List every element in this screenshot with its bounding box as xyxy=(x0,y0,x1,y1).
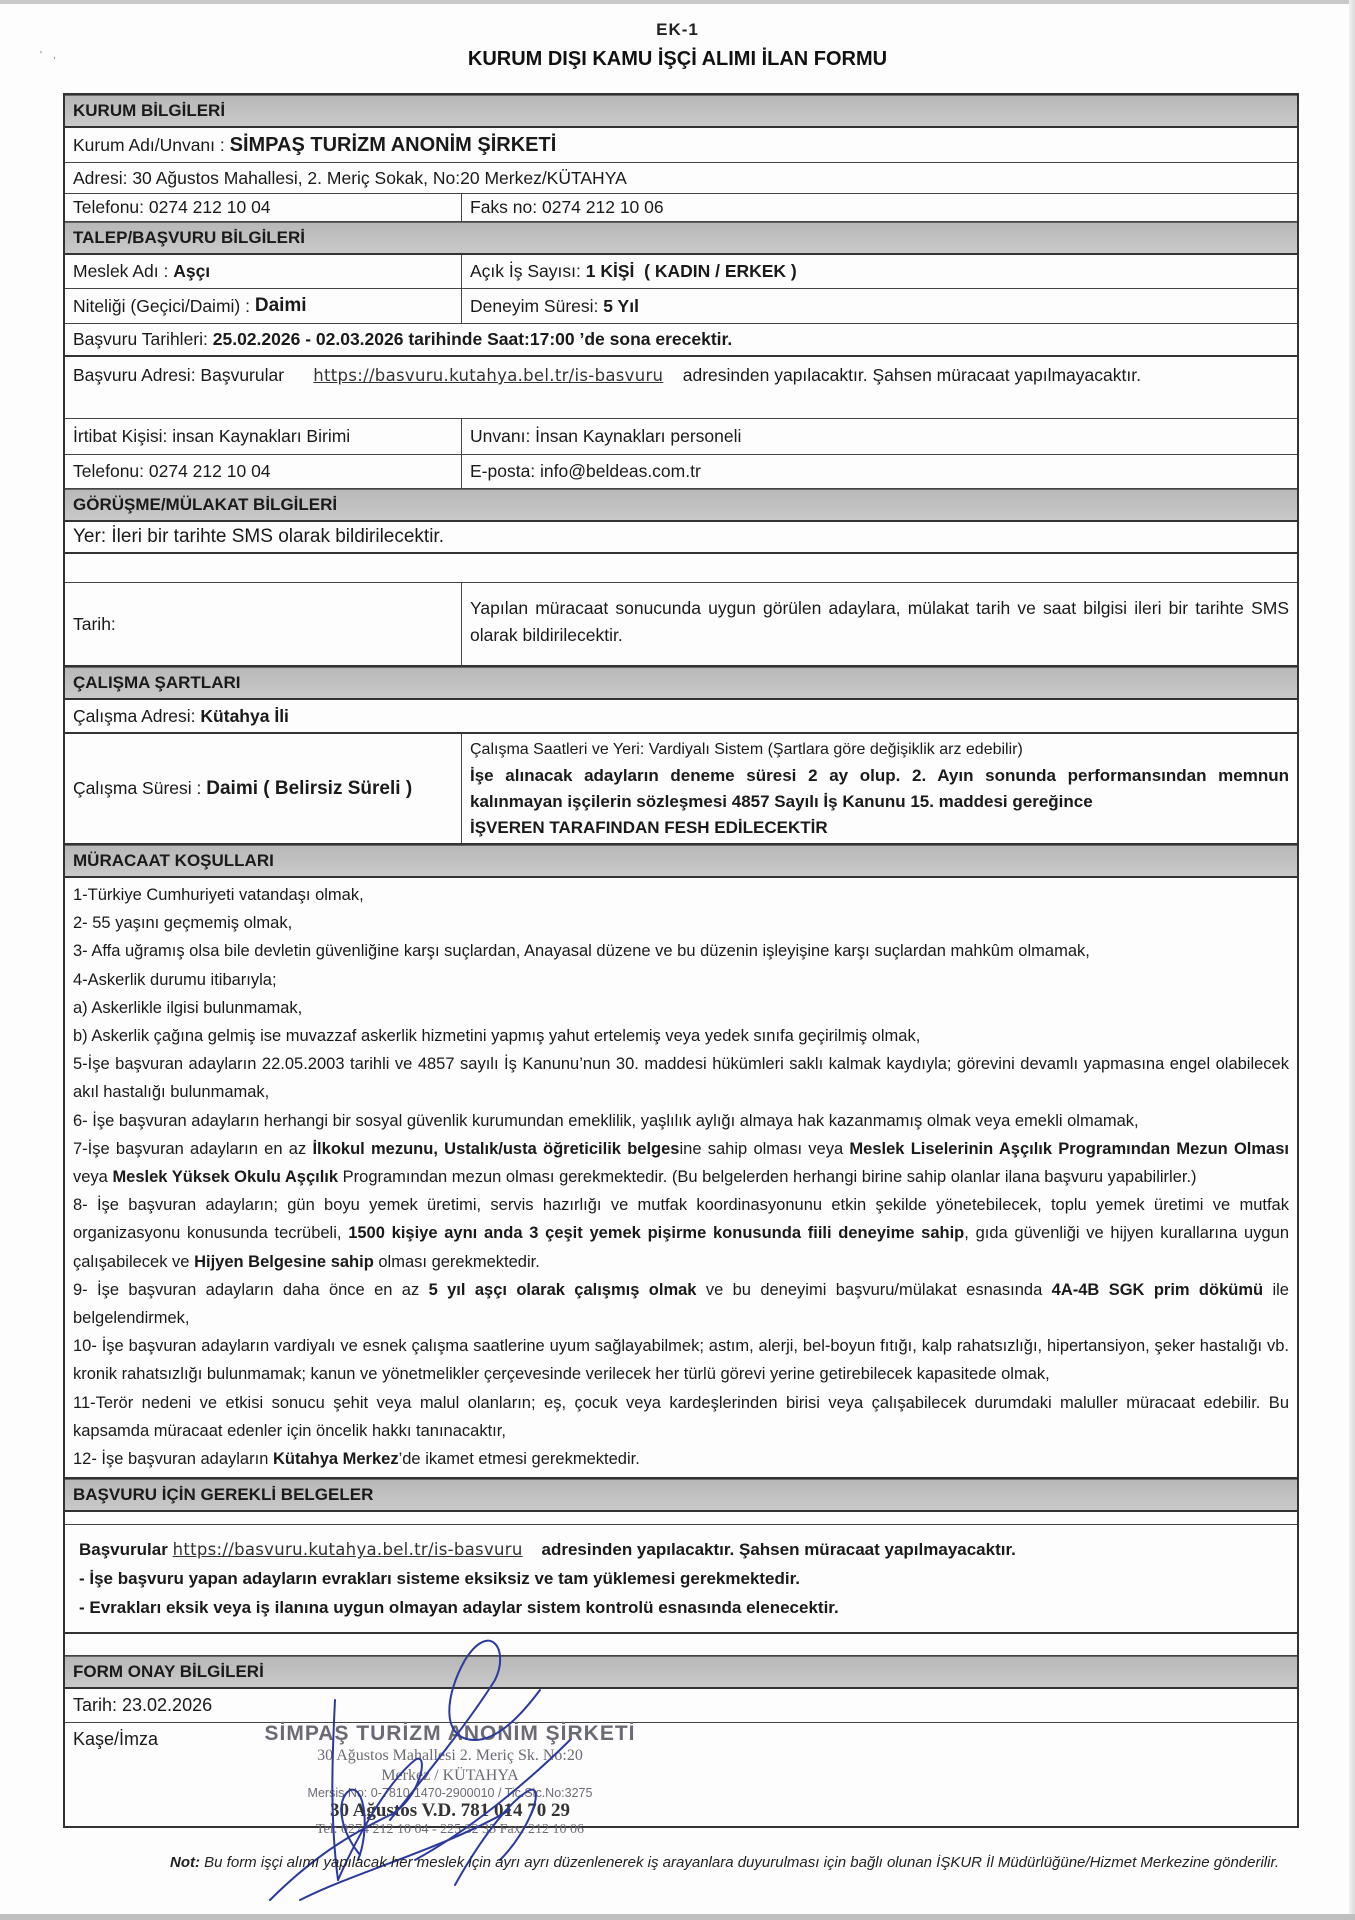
acik-is-gender: ( KADIN / ERKEK ) xyxy=(644,261,797,281)
deneyim-label: Deneyim Süresi: xyxy=(470,295,599,316)
calisma-adres-value: Kütahya İli xyxy=(200,705,289,726)
section-header-muracaat: MÜRACAAT KOŞULLARI xyxy=(65,845,1297,878)
conditions-list xyxy=(65,878,1297,1477)
irtibat-phone: Telefonu: 0274 212 10 04 xyxy=(65,455,462,488)
section-header-talep: TALEP/BAŞVURU BİLGİLERİ xyxy=(65,222,1297,255)
condition-item-8: 8- İşe başvuran adayların; gün boyu yemek üretimi, servis hazırlığı ve mutfak koordinasyonunu etkin şekilde yönetebilecek, toplu yemek üretimi ve mutfak organizasyonu konusunda tecrübeli, 1500 kişiye aynı anda 3 çeşit yemek pişirme konusunda fiili deneyime sahip, gıda güvenliği ve hijyen kurallarına uygun çalışabilecek ve Hijyen Belgesine sahip olması gerekmektedir. xyxy=(73,1196,1289,1271)
row-gorusme-tarih xyxy=(65,583,1297,667)
gorusme-yer: Yer: İleri bir tarihte SMS olarak bildirilecektir. xyxy=(73,526,444,547)
section-header-calisma: ÇALIŞMA ŞARTLARI xyxy=(65,667,1297,700)
acik-is-value: 1 KİŞİ xyxy=(585,261,635,281)
condition-item: 6- İşe başvuran adayların herhangi bir sosyal güvenlik kurumundan emeklilik, yaşlılık aylığı almaya hak kazanmamış olmak veya emekli olmamak, xyxy=(73,1111,1139,1130)
belge-line-3: - Evrakları eksik veya iş ilanına uygun olmayan adaylar sistem kontrolü esnasında elenecektir. xyxy=(79,1598,839,1618)
meslek-label: Meslek Adı : xyxy=(73,261,169,281)
section-header-onay: FORM ONAY BİLGİLERİ xyxy=(65,1656,1297,1689)
condition-item-12: 12- İşe başvuran adayların Kütahya Merkez’de ikamet etmesi gerekmektedir. xyxy=(73,1450,640,1469)
deneyim-value: 5 Yıl xyxy=(603,295,639,316)
irtibat-email[interactable]: E-posta: info@beldeas.com.tr xyxy=(470,461,701,481)
row-calisma-sure xyxy=(65,734,1297,845)
row-gorusme-yer xyxy=(65,522,1297,554)
row-kase-imza xyxy=(65,1723,1297,1828)
scan-specks: ' , xyxy=(40,50,56,61)
row-belgeler xyxy=(65,1525,1297,1634)
document-code: EK-1 xyxy=(656,20,699,39)
row-nitelik xyxy=(65,289,1297,324)
acik-is-label: Açık İş Sayısı: xyxy=(470,261,581,281)
condition-item-9: 9- İşe başvuran adayların daha önce en az 5 yıl aşçı olarak çalışmış olmak ve bu deneyimi başvuru/mülakat esnasında 4A-4B SGK prim dökümü ile belgelendirmek, xyxy=(73,1280,1289,1328)
condition-item: 5-İşe başvuran adayların 22.05.2003 tarihli ve 4857 sayılı İş Kanunu’nun 30. maddesi hükümleri saklı kalmak kaydıyla; görevini devamlı yapmasına engel olabilecek akıl hastalığı bulunmamak, xyxy=(73,1055,1289,1102)
row-onay-tarih xyxy=(65,1689,1297,1723)
calisma-sure-label: Çalışma Süresi : xyxy=(73,778,202,798)
stamp-tax: 30 Ağustos V.D. 781 014 70 29 xyxy=(329,1800,570,1821)
basvuru-link[interactable]: https://basvuru.kutahya.bel.tr/is-basvuru xyxy=(313,366,664,385)
gorusme-tarih-label: Tarih: xyxy=(65,583,462,665)
stamp-mersis: Mersis No: 0-7810-1470-2900010 / Tic.Sic.No:3275 xyxy=(307,1786,593,1800)
basvuru-tarih-value: 25.02.2026 - 02.03.2026 tarihinde Saat:17:00 ’de sona erecektir. xyxy=(212,329,733,349)
scan-edge-bottom xyxy=(0,1914,1355,1920)
stamp-city: Merkez / KÜTAHYA xyxy=(381,1767,519,1784)
calisma-saatleri: Çalışma Saatleri ve Yeri: Vardiyalı Sistem (Şartlara göre değişiklik arz edebilir) xyxy=(470,741,1023,758)
nitelik-label: Niteliği (Geçici/Daimi) : xyxy=(73,295,250,316)
section-header-gorusme: GÖRÜŞME/MÜLAKAT BİLGİLERİ xyxy=(65,489,1297,522)
scan-edge-top xyxy=(0,0,1355,4)
condition-item: a) Askerlikle ilgisi bulunmamak, xyxy=(73,998,303,1017)
kurum-fax: Faks no: 0274 212 10 06 xyxy=(470,197,664,217)
stamp-tel: Tel: 0274 212 10 04 - 225 32 35 Fax: 212 10 06 xyxy=(315,1822,585,1837)
deneme-suresi: İşe alınacak adayların deneme süresi 2 ay olup. 2. Ayın sonunda performansından memnun kalınmayan işçilerin sözleşmesi 4857 Sayılı İş Kanunu 15. maddesi gereğince xyxy=(470,766,1289,811)
required-documents xyxy=(65,1525,1297,1632)
note-text: Bu form işçi alımı yapılacak her meslek için ayrı ayrı düzenlenerek iş arayanlara duyurulması için bağlı olunan İŞKUR İl Müdürlüğüne/Hizmet Merkezine gönderilir. xyxy=(200,1854,1280,1871)
row-irtibat xyxy=(65,419,1297,455)
irtibat-unvan: Unvanı: İnsan Kaynakları personeli xyxy=(470,426,742,446)
basvuru-adres-suffix: adresinden yapılacaktır. Şahsen müracaat yapılmayacaktır. xyxy=(682,365,1141,385)
row-calisma-adres xyxy=(65,700,1297,734)
footer-note xyxy=(170,1852,1300,1874)
condition-item: 1-Türkiye Cumhuriyeti vatandaşı olmak, xyxy=(73,886,364,904)
announcement-form xyxy=(63,93,1299,1828)
stamp-company: SİMPAŞ TURİZM ANONİM ŞİRKETİ xyxy=(264,1722,636,1745)
document-title: KURUM DIŞI KAMU İŞÇİ ALIMI İLAN FORMU xyxy=(467,48,888,70)
basvuru-adres-label: Başvuru Adresi: Başvurular xyxy=(73,365,285,385)
section-header-kurum: KURUM BİLGİLERİ xyxy=(65,95,1297,128)
condition-item-7: 7-İşe başvuran adayların en az İlkokul mezunu, Ustalık/usta öğreticilik belgesine sahip olması veya Meslek Liselerinin Aşçılık Programından Mezun Olması veya Meslek Yüksek Okulu Aşçılık Programından mezun olması gerekmektedir. (Bu belgelerden herhangi birine sahip olanlar ilana başvuru yapabilirler.) xyxy=(73,1139,1289,1187)
row-spacer-2 xyxy=(65,1634,1297,1656)
row-kurum-address xyxy=(65,163,1297,194)
condition-item: 2- 55 yaşını geçmemiş olmak, xyxy=(73,914,293,933)
kurum-name-label: Kurum Adı/Unvanı : xyxy=(73,134,225,155)
kurum-address: Adresi: 30 Ağustos Mahallesi, 2. Meriç Sokak, No:20 Merkez/KÜTAHYA xyxy=(73,167,627,188)
row-muracaat-list xyxy=(65,878,1297,1479)
row-basvuru-tarihleri xyxy=(65,324,1297,357)
note-label: Not: xyxy=(170,1854,200,1871)
row-kurum-name xyxy=(65,128,1297,163)
scan-edge-right xyxy=(1349,0,1355,1920)
row-irtibat-contact xyxy=(65,455,1297,489)
nitelik-value: Daimi xyxy=(254,295,307,316)
gorusme-tarih-value: Yapılan müracaat sonucunda uygun görülen adaylara, mülakat tarih ve saat bilgisi ileri bir tarihte SMS olarak bildirilecektir. xyxy=(470,598,1289,645)
basvuru-tarih-label: Başvuru Tarihleri: xyxy=(73,329,208,349)
calisma-adres-label: Çalışma Adresi: xyxy=(73,705,196,726)
stamp-address: 30 Ağustos Mahallesi 2. Meriç Sk. No:20 xyxy=(317,1747,583,1764)
fesih-notice: İŞVEREN TARAFINDAN FESH EDİLECEKTİR xyxy=(470,818,828,837)
condition-item: b) Askerlik çağına gelmiş ise muvazzaf askerlik hizmetini yapmış yahut ertelemiş veya yedek sınıfa geçirilmiş olmak, xyxy=(73,1027,921,1046)
condition-item: 3- Affa uğramış olsa bile devletin güvenliğine karşı suçlardan, Anayasal düzene ve bu düzenin işleyişine karşı suçlardan mahkûm olmamak, xyxy=(73,942,1090,961)
row-empty xyxy=(65,554,1297,583)
row-basvuru-adresi xyxy=(65,357,1297,419)
condition-item-10: 10- İşe başvuran adayların vardiyalı ve esnek çalışma saatlerine uyum sağlayabilmek; astım, alerji, bel-boyun fıtığı, kalp rahatsızlığı, hipertansiyon, şeker hastalığı vb. kronik rahatsızlığı bulunmamak; kanun ve yönetmelikler çerçevesinde verilecek her türlü görevi yerine getirebilecek kapasitede olmak, xyxy=(73,1337,1289,1384)
kurum-name-value: SİMPAŞ TURİZM ANONİM ŞİRKETİ xyxy=(229,133,557,156)
kurum-phone: Telefonu: 0274 212 10 04 xyxy=(65,194,462,221)
condition-item-11: 11-Terör nedeni ve etkisi sonucu şehit veya malul olanların; eş, çocuk veya kardeşlerinden birisi veya çalışabilecek durumdaki maluller müracaat edebilir. Bu kapsamda müracaat edenler için öncelik hakkı tanınacaktır, xyxy=(73,1393,1289,1440)
belge-link[interactable]: https://basvuru.kutahya.bel.tr/is-basvuru xyxy=(172,1540,523,1560)
belge-line-1: Başvurular https://basvuru.kutahya.bel.tr/is-basvuru adresinden yapılacaktır. Şahsen müracaat yapılmayacaktır. xyxy=(79,1540,1016,1560)
kase-imza-label: Kaşe/İmza xyxy=(73,1729,159,1750)
irtibat-kisisi: İrtibat Kişisi: insan Kaynakları Birimi xyxy=(65,419,462,454)
row-spacer xyxy=(65,1512,1297,1525)
condition-item: 4-Askerlik durumu itibarıyla; xyxy=(73,970,277,989)
row-meslek xyxy=(65,255,1297,289)
belge-line-2: - İşe başvuru yapan adayların evrakları sisteme eksiksiz ve tam yüklemesi gerekmektedir. xyxy=(79,1569,801,1589)
row-kurum-phone xyxy=(65,194,1297,222)
onay-tarih: Tarih: 23.02.2026 xyxy=(73,1695,213,1716)
meslek-value: Aşçı xyxy=(173,261,211,281)
calisma-sure-value: Daimi ( Belirsiz Süreli ) xyxy=(206,777,413,799)
section-header-belgeler: BAŞVURU İÇİN GEREKLİ BELGELER xyxy=(65,1479,1297,1512)
